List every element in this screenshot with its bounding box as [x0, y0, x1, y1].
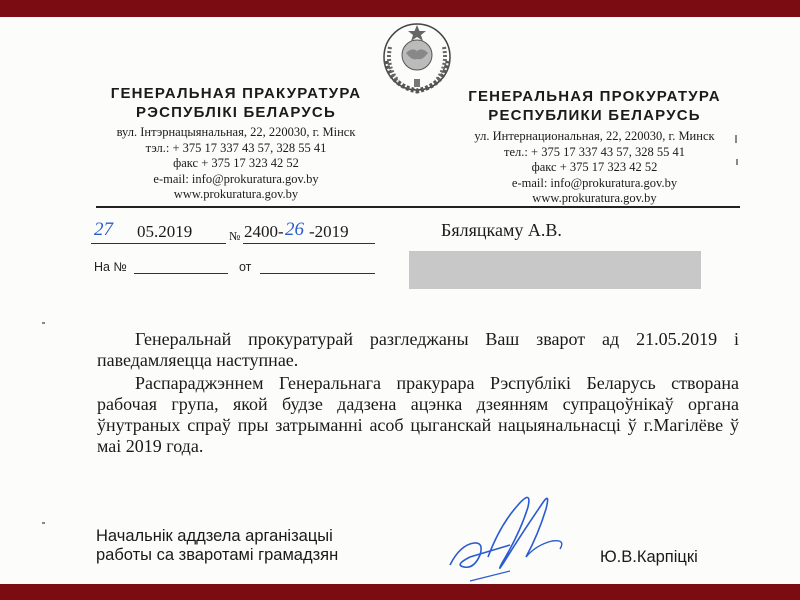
recipient-name: Бяляцкаму А.В.: [441, 220, 562, 240]
address-be: вул. Інтэрнацыянальная, 22, 220030, г. Мінск: [116, 125, 356, 139]
doc-number-suffix: -2019: [309, 222, 349, 241]
redacted-address-block: [409, 251, 701, 289]
org-name-be: [96, 84, 376, 122]
letter-page: [0, 17, 800, 584]
phone-ru: тел.: + 375 17 337 43 57, 328 55 41: [504, 144, 685, 159]
signatory-name: Ю.В.Карпіцкі: [600, 548, 698, 566]
website-be: www.prokuratura.gov.by: [173, 187, 299, 201]
date-underline: [91, 243, 226, 244]
org-name-ru-line2: РЕСПУБЛИКИ БЕЛАРУСЬ: [488, 107, 701, 124]
reply-from-label: от: [239, 260, 252, 274]
scan-speck: [42, 522, 45, 524]
org-name-ru: [452, 87, 737, 125]
contact-block-ru: [452, 129, 737, 207]
letter-body: [97, 329, 739, 459]
org-name-be-line1: ГЕНЕРАЛЬНАЯ ПРАКУРАТУРА: [110, 85, 362, 102]
body-paragraph-2: Распараджэннем Генеральнага пракурара Рэспублікі Беларусь створана рабочая група, якой будзе дадзена ацэнка дзеянням супрацоўнікаў органа ўнутраных спраў пры затрыманні асоб цыганскай нацыянальнасці ў г.Магілёве ў маі 2019 года.: [97, 373, 739, 456]
website-ru: www.prokuratura.gov.by: [532, 191, 657, 205]
signatory-title-line1: Начальнік аддзела арганізацыі: [96, 527, 333, 545]
doc-number-handwritten: 26: [285, 219, 304, 240]
org-name-be-line2: РЭСПУБЛІКІ БЕЛАРУСЬ: [136, 104, 336, 121]
number-underline: [243, 243, 375, 244]
handwritten-signature-icon: [440, 485, 590, 584]
signatory-title-line2: работы са зваротамі грамадзян: [96, 546, 339, 564]
email-be: e-mail: info@prokuratura.gov.by: [153, 171, 319, 186]
phone-be: тэл.: + 375 17 337 43 57, 328 55 41: [145, 140, 327, 155]
scan-speck: [42, 322, 45, 324]
org-name-ru-line1: ГЕНЕРАЛЬНАЯ ПРОКУРАТУРА: [468, 88, 721, 105]
top-frame-band: [0, 0, 800, 17]
date-month-year: 05.2019: [137, 222, 193, 241]
email-ru: e-mail: info@prokuratura.gov.by: [511, 175, 678, 190]
reply-to-label: На №: [94, 260, 127, 274]
scan-speck: [736, 159, 738, 165]
body-paragraph-1: Генеральнай прокуратурай разгледжаны Ваш зварот ад 21.05.2019 і паведамляецца наступнае.: [97, 329, 739, 370]
reply-date-underline: [260, 273, 375, 274]
state-emblem-icon: [376, 17, 458, 97]
header-divider: [96, 206, 740, 208]
bottom-frame-band: [0, 584, 800, 600]
doc-number-prefix: 2400-: [244, 222, 284, 241]
number-sign: №: [229, 229, 241, 243]
scan-speck: [735, 135, 737, 143]
reply-number-underline: [134, 273, 228, 274]
signatory-title: [96, 527, 338, 565]
contact-block-be: [96, 125, 376, 203]
fax-be: факс + 375 17 323 42 52: [173, 156, 299, 170]
date-day-handwritten: 27: [94, 219, 113, 240]
address-ru: ул. Интернациональная, 22, 220030, г. Минск: [474, 129, 715, 143]
fax-ru: факс + 375 17 323 42 52: [531, 160, 658, 174]
